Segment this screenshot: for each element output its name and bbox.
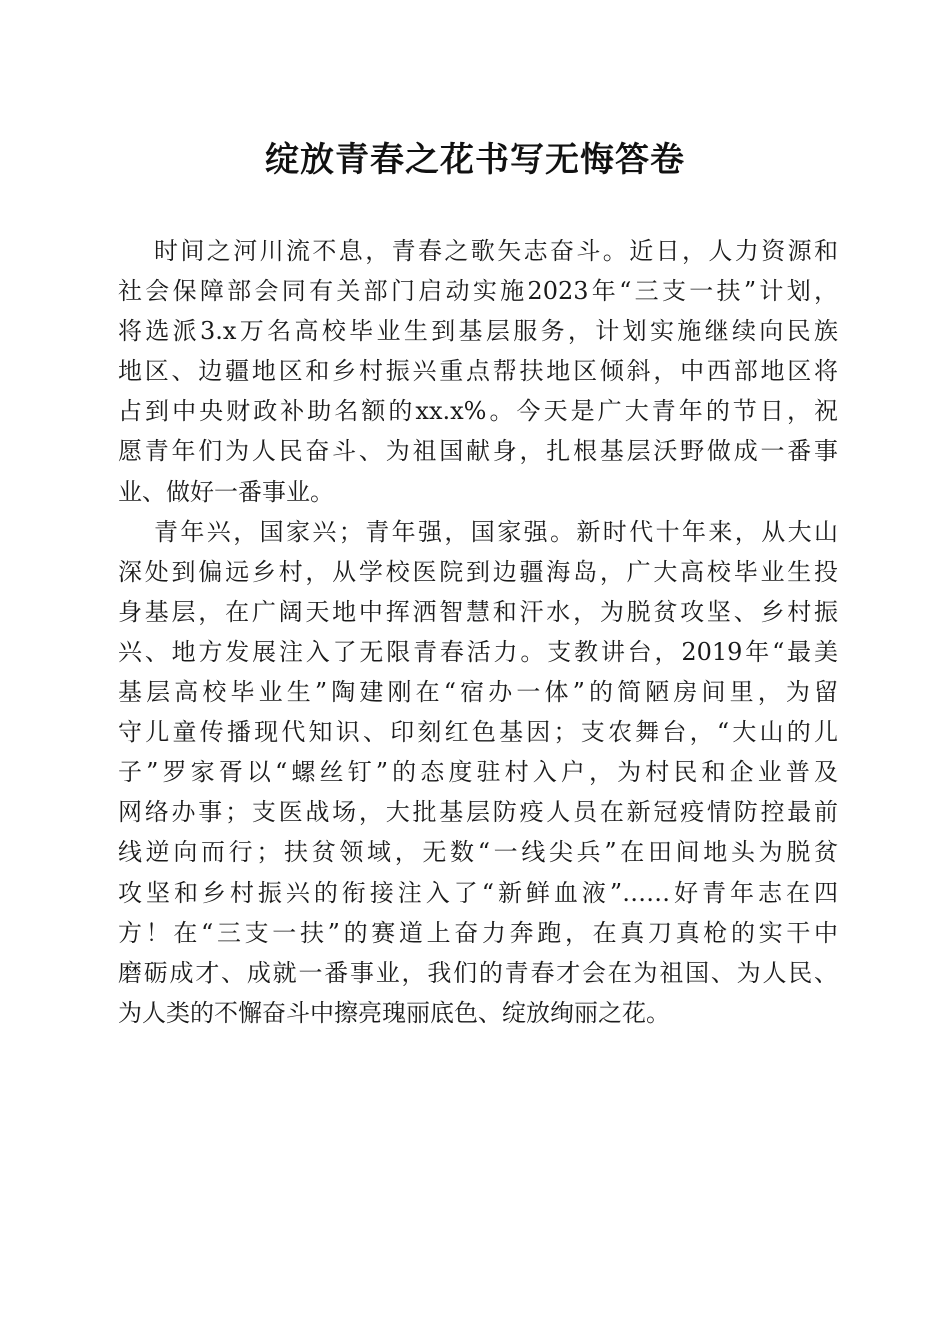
text-line: 基层高校毕业生”陶建刚在“宿办一体”的简陋房间里，为留 [118,678,838,707]
text-line: 业、做好一番事业。 [118,477,334,506]
text-line: 青年兴，国家兴；青年强，国家强。新时代十年来，从大山 [154,517,838,546]
paragraph-1 [118,231,838,512]
text-line: 深处到偏远乡村，从学校医院到边疆海岛，广大高校毕业生投 [118,557,838,586]
text-line: 身基层，在广阔天地中挥洒智慧和汗水，为脱贫攻坚、乡村振 [118,597,838,626]
text-line: 方！在“三支一扶”的赛道上奋力奔跑，在真刀真枪的实干中 [118,918,838,947]
text-line: 地区、边疆地区和乡村振兴重点帮扶地区倾斜，中西部地区将 [118,357,838,386]
text-line: 线逆向而行；扶贫领域，无数“一线尖兵”在田间地头为脱贫 [118,838,838,867]
text-line: 攻坚和乡村振兴的衔接注入了“新鲜血液”……好青年志在四 [118,878,838,907]
text-line: 将选派3.x万名高校毕业生到基层服务，计划实施继续向民族 [118,317,838,346]
text-line: 社会保障部会同有关部门启动实施2023年“三支一扶”计划， [118,277,838,306]
text-line: 网络办事；支医战场，大批基层防疫人员在新冠疫情防控最前 [118,798,838,827]
text-line: 愿青年们为人民奋斗、为祖国献身，扎根基层沃野做成一番事 [118,437,838,466]
text-line: 磨砺成才、成就一番事业，我们的青春才会在为祖国、为人民、 [118,958,838,987]
paragraph-2 [118,512,838,1033]
text-line: 占到中央财政补助名额的xx.x%。今天是广大青年的节日，祝 [118,397,838,426]
text-line: 时间之河川流不息，青春之歌矢志奋斗。近日，人力资源和 [154,237,838,265]
text-line: 兴、地方发展注入了无限青春活力。支教讲台，2019年“最美 [118,637,838,666]
text-line: 守儿童传播现代知识、印刻红色基因；支农舞台，“大山的儿 [118,718,838,747]
document-body [118,231,838,1033]
text-line: 为人类的不懈奋斗中擦亮瑰丽底色、绽放绚丽之花。 [118,998,670,1027]
document-title: 绽放青春之花书写无悔答卷 [265,140,685,180]
text-line: 子”罗家胥以“螺丝钉”的态度驻村入户，为村民和企业普及 [118,758,838,787]
